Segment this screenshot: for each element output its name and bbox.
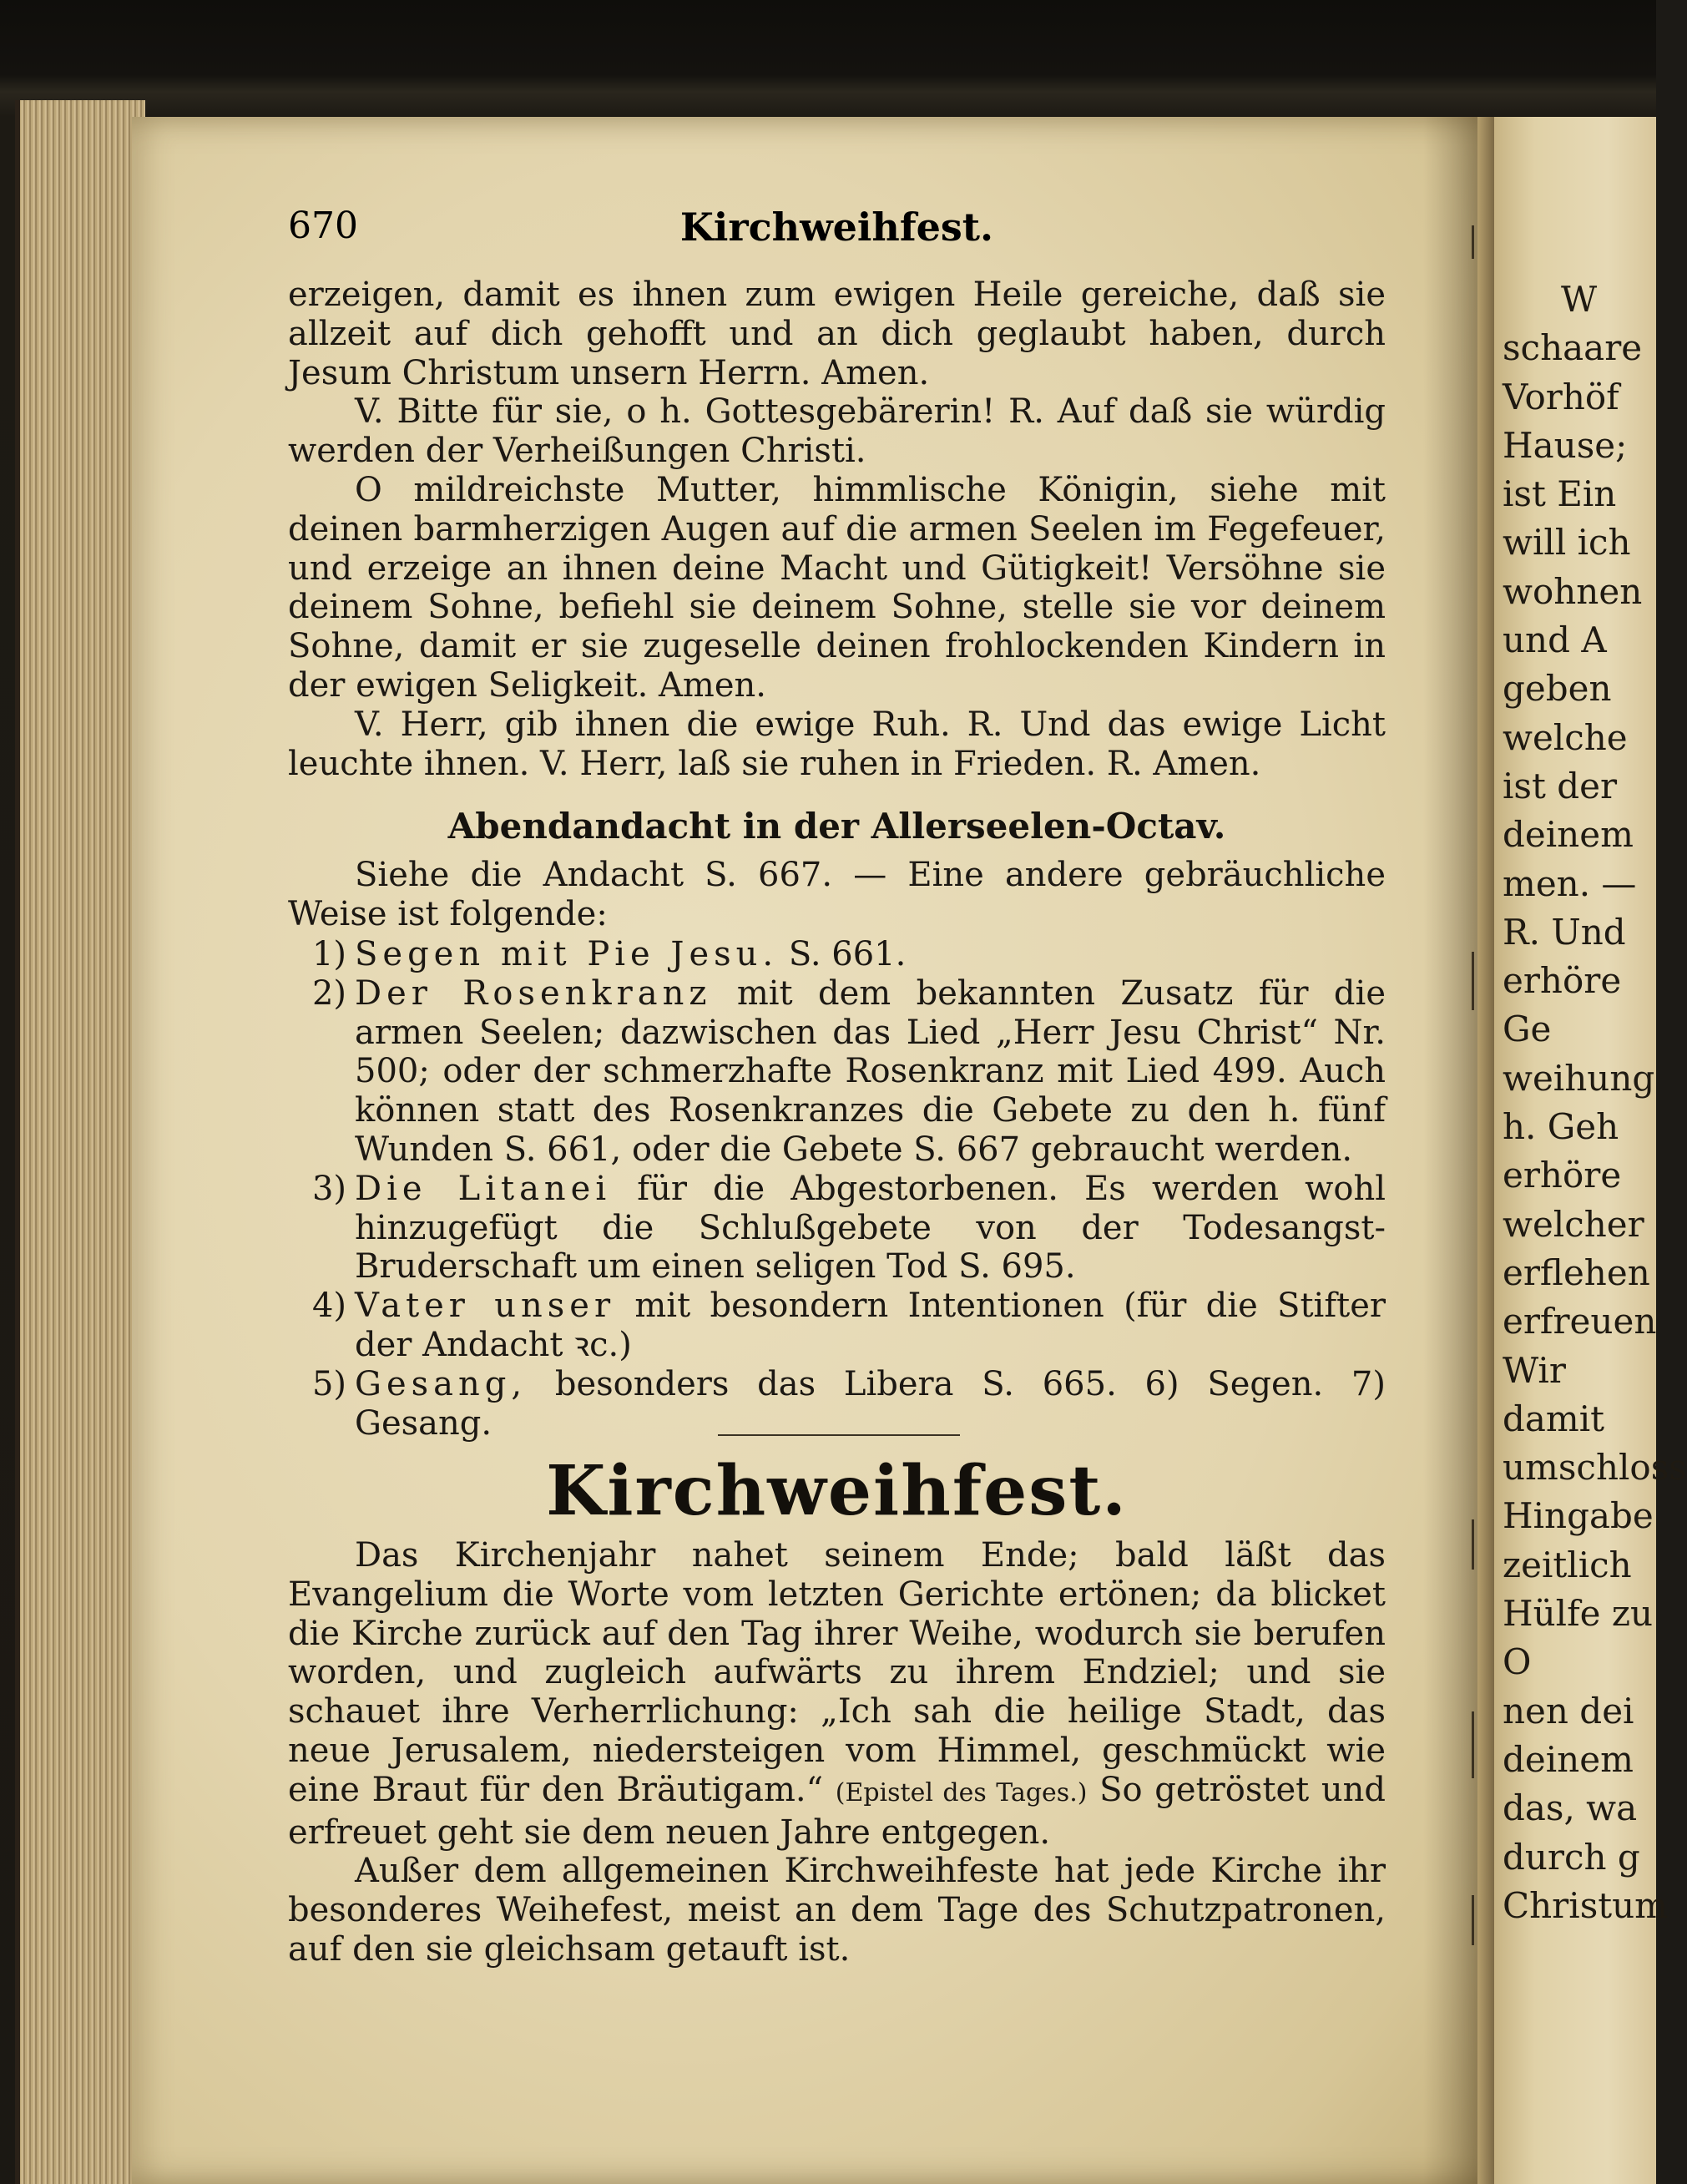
list-item <box>288 935 1386 974</box>
right-page-line: welche <box>1503 716 1628 758</box>
list-keyword: Segen mit Pie Jesu. <box>355 935 779 973</box>
section-intro <box>288 856 1386 934</box>
right-page-line: das, wa <box>1503 1787 1638 1829</box>
list-text: mit besondern Intentionen (für die Stifter der Andacht ꝛc.) <box>355 1287 1386 1364</box>
right-page-line: Hingabe <box>1503 1495 1654 1537</box>
right-page-line: Wir <box>1503 1349 1566 1391</box>
margin-mark <box>1472 1711 1474 1778</box>
right-page-line: umschloss <box>1503 1447 1687 1489</box>
list-keyword: Gesang, <box>355 1364 528 1403</box>
versicle-1: V. Bitte für sie, o h. Gottesgebärerin! R. Auf daß sie würdig werden der Verheißungen Christi. <box>288 392 1386 471</box>
intro-text: Siehe die Andacht S. 667. — Eine andere gebräuchliche Weise ist folgende: <box>288 856 1386 933</box>
section-title: Abendandacht in der Allerseelen-Octav. <box>447 806 1226 847</box>
divider-rule <box>718 1434 960 1436</box>
paragraph-2: Außer dem allgemeinen Kirchweihfeste hat jede Kirche ihr besonderes Weihefest, meist an dem Tage des Schutzpatronen, auf den sie gleichsam getauft ist. <box>288 1852 1386 1969</box>
page-header <box>288 205 1386 255</box>
right-page-line: Hülfe zu <box>1503 1593 1654 1635</box>
margin-mark <box>1472 225 1474 259</box>
right-page <box>1494 117 1687 2184</box>
right-page-line: h. Geh <box>1503 1106 1619 1148</box>
page-shadow <box>1423 117 1482 2184</box>
list-number: 1) <box>311 935 346 973</box>
chapter-body <box>288 1536 1386 1969</box>
right-page-line: Christum <box>1503 1884 1669 1926</box>
devotion-list <box>288 935 1386 1443</box>
margin-mark <box>1472 1519 1474 1570</box>
list-text: für die Abgestorbenen. Es werden wohl hinzugefügt die Schlußgebete von der Todesangst-Bruderschaft um einen seligen Tod S. 695. <box>355 1169 1386 1287</box>
chapter-title: Kirchweihfest. <box>546 1451 1128 1531</box>
right-page-line: welcher <box>1503 1203 1644 1245</box>
running-title: Kirchweihfest. <box>679 205 994 250</box>
prayer-text: erzeigen, damit es ihnen zum ewigen Heile gereiche, daß sie allzeit auf dich gehofft und an dich geglaubt haben, durch Jesum Christum unsern Herrn. Amen. <box>288 276 1386 392</box>
right-page-line: erflehen <box>1503 1251 1650 1293</box>
paragraph-1 <box>288 1536 1386 1852</box>
book-page-edges <box>15 100 145 2184</box>
list-number: 4) <box>311 1287 346 1326</box>
list-text: besonders das Libera S. 665. 6) Segen. 7) Gesang. <box>355 1364 1386 1443</box>
margin-mark <box>1472 952 1474 1010</box>
right-page-line: deinem <box>1503 1738 1634 1780</box>
list-item <box>288 974 1386 1170</box>
right-page-line: ist Ein <box>1503 473 1617 515</box>
epistle-reference: (Epistel des Tages.) <box>835 1777 1088 1807</box>
paragraph-1-text: Das Kirchenjahr nahet seinem Ende; bald läßt das Evangelium die Worte vom letzten Gerichte ertönen; da blicket die Kirche zurück auf den Tag ihrer Weihe, wodurch sie berufen worden, und zugleich aufwärts zu ihrem Endziel; und sie schauet ihre Verherrlichung: „Ich sah die heilige Stadt, das neue Jerusalem, niedersteigen vom Himmel, geschmückt wie eine Braut für den Bräutigam.“ <box>288 1536 1386 1809</box>
right-page-line: R. Und <box>1503 911 1626 953</box>
list-item <box>288 1287 1386 1365</box>
right-page-line: zeitlich <box>1503 1544 1632 1585</box>
right-page-line: W <box>1561 279 1598 320</box>
right-page-line: und A <box>1503 619 1607 661</box>
paragraph-1-end: So getröstet und erfreuet geht sie dem neuen Jahre entgegen. <box>288 1770 1386 1852</box>
page-number: 670 <box>288 205 358 247</box>
list-keyword: Vater unser <box>355 1287 616 1326</box>
right-page-line: erhöre <box>1503 960 1622 1002</box>
right-page-line: erhöre <box>1503 1155 1622 1196</box>
right-page-line: men. — <box>1503 862 1637 904</box>
prayer-continuation <box>288 276 1386 783</box>
right-page-line: nen dei <box>1503 1690 1634 1732</box>
right-page-text <box>1503 276 1687 1930</box>
marian-prayer: O mildreichste Mutter, himmlische Königin, siehe mit deinen barmherzigen Augen auf die armen Seelen im Fegefeuer, und erzeige an ihnen deine Macht und Gütigkeit! Versöhne sie deinem Sohne, befiehl sie deinem Sohne, stelle sie vor deinem Sohne, damit er sie zugeselle deinen frohlockenden Kindern in der ewigen Seligkeit. Amen. <box>288 470 1386 705</box>
right-page-line: will ich <box>1503 522 1631 564</box>
right-page-line: damit <box>1503 1398 1605 1439</box>
right-page-line: durch g <box>1503 1836 1640 1878</box>
right-page-line: weihung <box>1503 1057 1655 1099</box>
right-page-line: wohnen <box>1503 570 1643 612</box>
margin-mark <box>1472 1895 1474 1945</box>
right-page-line: Vorhöf <box>1503 376 1619 417</box>
list-item <box>288 1365 1386 1443</box>
list-number: 3) <box>311 1169 346 1208</box>
list-number: 5) <box>311 1364 346 1403</box>
right-page-line: O <box>1503 1641 1532 1683</box>
right-page-line: Ge <box>1503 1009 1552 1050</box>
list-number: 2) <box>311 973 346 1013</box>
list-keyword: Die Litanei <box>355 1169 612 1208</box>
versicle-2: V. Herr, gib ihnen die ewige Ruh. R. Und das ewige Licht leuchte ihnen. V. Herr, laß sie ruhen in Frieden. R. Amen. <box>288 705 1386 783</box>
list-text: S. 661. <box>778 935 907 973</box>
right-page-line: ist der <box>1503 765 1618 806</box>
right-page-line: erfreuen <box>1503 1301 1657 1342</box>
right-page-line: geben <box>1503 668 1612 710</box>
list-text: mit dem bekannten Zusatz für die armen Seelen; dazwischen das Lied „Herr Jesu Christ“ Nr. 500; oder der schmerzhafte Rosenkranz mit Lied 499. Auch können statt des Rosenkranzes die Gebete zu den h. fünf Wunden S. 661, oder die Gebete S. 667 gebraucht werden. <box>355 973 1386 1169</box>
right-page-line: Hause; <box>1503 424 1628 466</box>
right-page-line: deinem <box>1503 814 1634 856</box>
list-item <box>288 1170 1386 1287</box>
list-keyword: Der Rosenkranz <box>355 973 712 1013</box>
right-page-line: schaare <box>1503 327 1643 369</box>
